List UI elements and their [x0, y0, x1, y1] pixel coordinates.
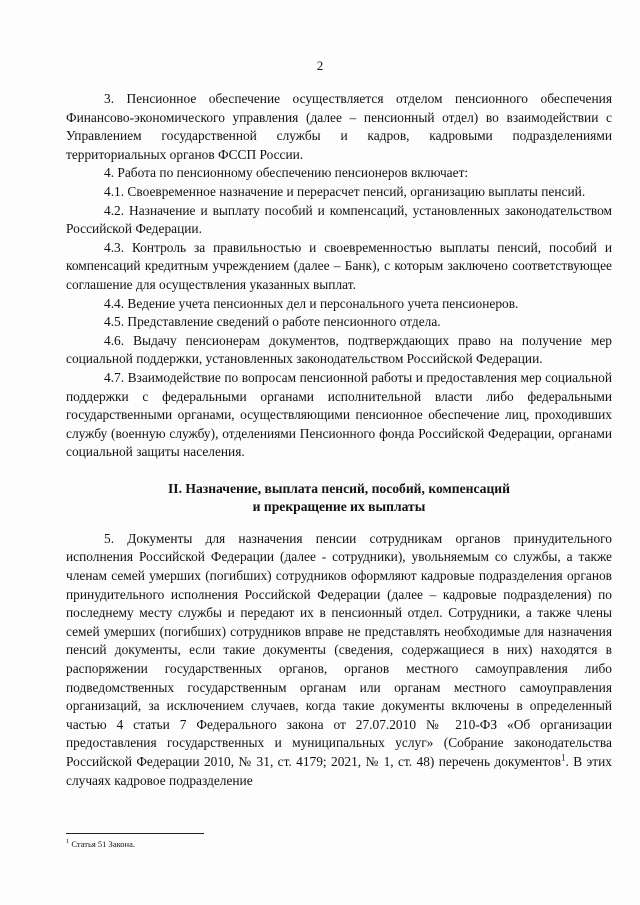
footnote-divider — [66, 833, 204, 834]
paragraph-4-3: 4.3. Контроль за правильностью и своевременностью выплаты пенсий, пособий и компенсаций кредитным учреждением (далее – Банк), с которым заключено соответствующее соглашение для осуществления указанных выплат. — [66, 239, 612, 292]
footnote — [66, 839, 135, 850]
section-heading-line-2: и прекращение их выплаты — [252, 498, 426, 514]
paragraph-5 — [66, 530, 612, 790]
footnote-text: Статья 51 Закона. — [71, 839, 135, 849]
paragraph-4-2: 4.2. Назначение и выплату пособий и компенсаций, установленных законодательством Российской Федерации. — [66, 202, 612, 237]
paragraph-4-5: 4.5. Представление сведений о работе пенсионного отдела. — [104, 314, 441, 330]
paragraph-5-text: 5. Документы для назначения пенсии сотрудникам органов принудительного исполнения Российской Федерации (далее - сотрудники), увольняемым со службы, а также членам семей умерших (погибших) сотрудников оформляют кадровые подразделения органов принудительного исполнения Российской Федерации (далее – кадровые подразделения) по последнему месту службы и передают их в пенсионный отдел. Сотрудники, а также члены семей умерших (погибших) сотрудников вправе не представлять необходимые для назначения пенсий документы, если такие документы (сведения, содержащиеся в них) находятся в распоряжении государственных органов, органов местного самоуправления либо подведомственных государственным органам или органам местного самоуправления организаций, за исключением случаев, когда такие документы включены в определенный частью 4 статьи 7 Федерального закона от 27.07.2010 № 210-ФЗ «Об организации предоставления государственных и муниципальных услуг» (Собрание законодательства Российской Федерации 2010, № 31, ст. 4179; 2021, № 1, ст. 48) перечень документов — [66, 530, 612, 769]
paragraph-4-7: 4.7. Взаимодействие по вопросам пенсионной работы и предоставления мер социальной поддержки с федеральными органами исполнительной власти либо федеральными государственными органами, осуществляющими пенсионное обеспечение лиц, проходивших службу (военную службу), отделениями Пенсионного фонда Российской Федерации, органами социальной защиты населения. — [66, 369, 612, 460]
footnote-mark: 1 — [66, 838, 70, 846]
paragraph-4-1: 4.1. Своевременное назначение и перерасчет пенсий, организацию выплаты пенсий. — [104, 183, 586, 199]
paragraph-4-6: 4.6. Выдачу пенсионерам документов, подтверждающих право на получение мер социальной поддержки, установленных законодательством Российской Федерации. — [66, 332, 612, 367]
paragraph-4: 4. Работа по пенсионному обеспечению пенсионеров включает: — [104, 165, 469, 181]
section-heading-line-1: II. Назначение, выплата пенсий, пособий, компенсаций — [168, 480, 510, 496]
page-number: 2 — [316, 58, 324, 73]
paragraph-5-continuation: . В этих случаях кадровое подразделение — [66, 754, 612, 788]
footnote-reference[interactable]: 1 — [561, 752, 566, 763]
paragraph-3: 3. Пенсионное обеспечение осуществляется отделом пенсионного обеспечения Финансово-экономического управления (далее – пенсионный отдел) во взаимодействии с Управлением государственной службы и кадров, кадровыми подразделениями территориальных органов ФССП России. — [66, 91, 612, 162]
document-body — [66, 90, 612, 790]
section-heading — [66, 480, 612, 516]
paragraph-4-4: 4.4. Ведение учета пенсионных дел и персонального учета пенсионеров. — [104, 295, 519, 311]
